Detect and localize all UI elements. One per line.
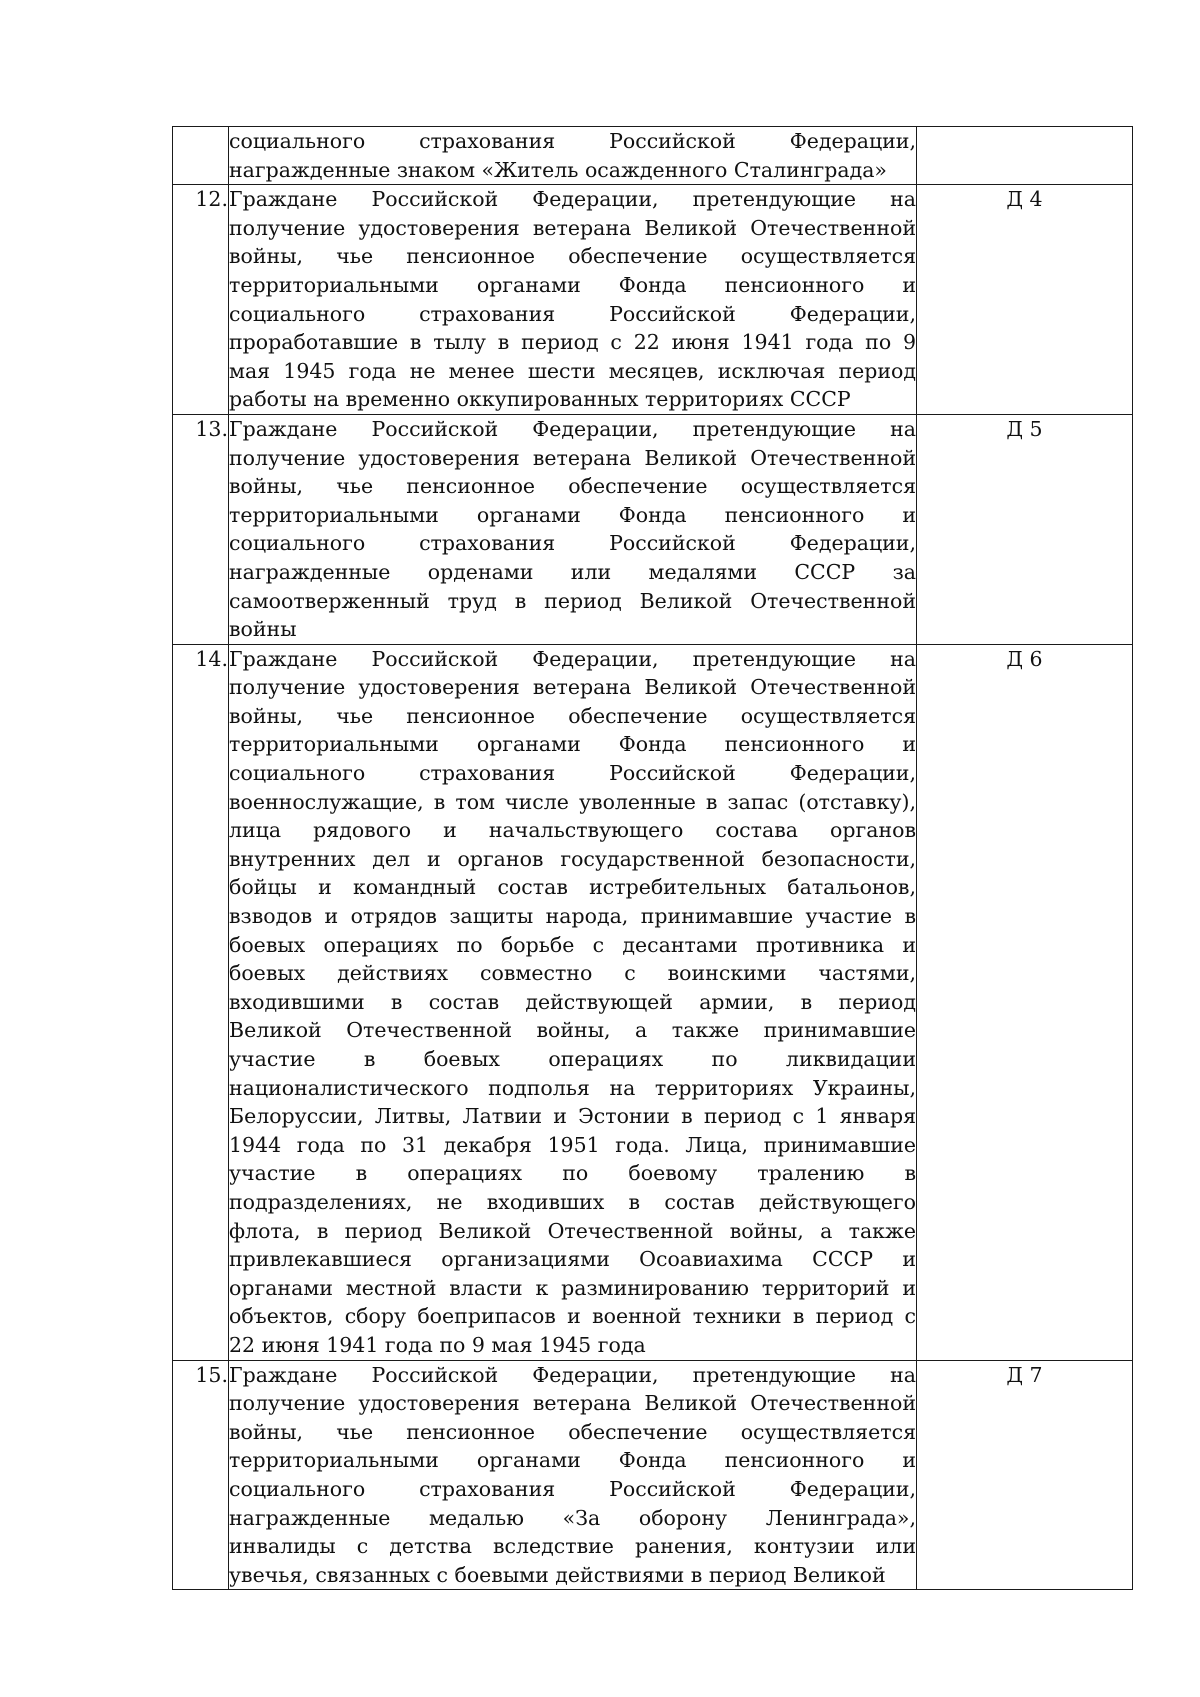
table-row — [173, 185, 1133, 415]
row-description — [229, 414, 917, 644]
description-line: награжденные медалью «За оборону Ленинграда», — [229, 1505, 916, 1530]
row-code: Д 7 — [917, 1360, 1133, 1590]
description-line: войны, чье пенсионное обеспечение осуществляется — [229, 703, 916, 728]
description-line: участие в боевых операциях по ликвидации — [229, 1047, 916, 1071]
description-line: территориальными органами Фонда пенсионного и — [229, 732, 916, 757]
description-line: проработавшие в тылу в период с 22 июня 1941 года по 9 — [229, 330, 916, 355]
description-line: Граждане Российской Федерации, претендующие на — [229, 646, 916, 671]
table-row — [173, 127, 1133, 185]
description-line: флота, в период Великой Отечественной войны, а также — [229, 1218, 916, 1243]
row-number: 14. — [173, 644, 229, 1360]
description-line: получение удостоверения ветерана Великой Отечественной — [229, 1391, 916, 1416]
description-line: мая 1945 года не менее шести месяцев, исключая период — [229, 358, 916, 383]
row-description — [229, 185, 917, 415]
description-line: подразделениях, не входивших в состав действующего — [229, 1189, 916, 1214]
description-line: награжденные знаком «Житель осажденного Сталинграда» — [229, 157, 887, 182]
row-code: Д 4 — [917, 185, 1133, 415]
description-line: инвалиды с детства вследствие ранения, контузии или — [229, 1534, 916, 1559]
row-code: Д 6 — [917, 644, 1133, 1360]
description-line: социального страхования Российской Федерации, — [229, 761, 916, 786]
description-line: социального страхования Российской Федерации, — [229, 129, 916, 153]
description-line: боевых операциях по борьбе с десантами противника и — [229, 932, 916, 957]
description-line: участие в операциях по боевому тралению в — [229, 1161, 916, 1186]
description-line: работы на временно оккупированных территориях СССР — [229, 387, 851, 412]
row-code — [917, 127, 1133, 185]
row-description — [229, 1360, 917, 1590]
description-line: социального страхования Российской Федерации, — [229, 1476, 916, 1501]
description-line: привлекавшиеся организациями Осоавиахима СССР и — [229, 1247, 916, 1272]
description-line: входившими в состав действующей армии, в период — [229, 989, 916, 1014]
table-row — [173, 644, 1133, 1360]
row-code: Д 5 — [917, 414, 1133, 644]
row-number: 13. — [173, 414, 229, 644]
description-line: самоотверженный труд в период Великой Отечественной — [229, 588, 916, 613]
row-description — [229, 644, 917, 1360]
description-line: военнослужащие, в том числе уволенные в запас (отставку), — [229, 789, 916, 814]
description-line: увечья, связанных с боевыми действиями в период Великой — [229, 1562, 886, 1587]
description-line: Граждане Российской Федерации, претендующие на — [229, 1362, 916, 1387]
description-line: объектов, сбору боеприпасов и военной техники в период с — [229, 1304, 916, 1329]
description-line: территориальными органами Фонда пенсионного и — [229, 272, 916, 297]
description-line: получение удостоверения ветерана Великой Отечественной — [229, 445, 916, 470]
description-line: социального страхования Российской Федерации, — [229, 531, 916, 556]
description-line: 1944 года по 31 декабря 1951 года. Лица, принимавшие — [229, 1132, 916, 1157]
description-line: 22 июня 1941 года по 9 мая 1945 года — [229, 1332, 646, 1357]
beneficiary-table — [172, 126, 1133, 1590]
table-row — [173, 1360, 1133, 1590]
description-line: территориальными органами Фонда пенсионного и — [229, 1448, 916, 1473]
description-line: войны, чье пенсионное обеспечение осуществляется — [229, 1419, 916, 1444]
description-line: социального страхования Российской Федерации, — [229, 301, 916, 326]
description-line: Белоруссии, Литвы, Латвии и Эстонии в период с 1 января — [229, 1104, 916, 1129]
description-line: Великой Отечественной войны, а также принимавшие — [229, 1018, 916, 1043]
description-line: боевых действиях совместно с воинскими частями, — [229, 961, 916, 986]
description-line: бойцы и командный состав истребительных батальонов, — [229, 875, 916, 900]
table-row — [173, 414, 1133, 644]
table-body — [173, 127, 1133, 1590]
description-line: внутренних дел и органов государственной безопасности, — [229, 846, 916, 871]
description-line: войны — [229, 617, 297, 642]
row-description — [229, 127, 917, 185]
description-line: Граждане Российской Федерации, претендующие на — [229, 416, 916, 441]
description-line: органами местной власти к разминированию территорий и — [229, 1275, 916, 1300]
description-line: получение удостоверения ветерана Великой Отечественной — [229, 675, 916, 700]
row-number — [173, 127, 229, 185]
description-line: территориальными органами Фонда пенсионного и — [229, 502, 916, 527]
description-line: лица рядового и начальствующего состава органов — [229, 818, 916, 843]
description-line: националистического подполья на территориях Украины, — [229, 1075, 916, 1100]
description-line: взводов и отрядов защиты народа, принимавшие участие в — [229, 904, 916, 929]
row-number: 15. — [173, 1360, 229, 1590]
description-line: Граждане Российской Федерации, претендующие на — [229, 187, 916, 212]
description-line: получение удостоверения ветерана Великой Отечественной — [229, 215, 916, 240]
description-line: войны, чье пенсионное обеспечение осуществляется — [229, 474, 916, 499]
description-line: войны, чье пенсионное обеспечение осуществляется — [229, 244, 916, 269]
description-line: награжденные орденами или медалями СССР за — [229, 559, 916, 584]
row-number: 12. — [173, 185, 229, 415]
